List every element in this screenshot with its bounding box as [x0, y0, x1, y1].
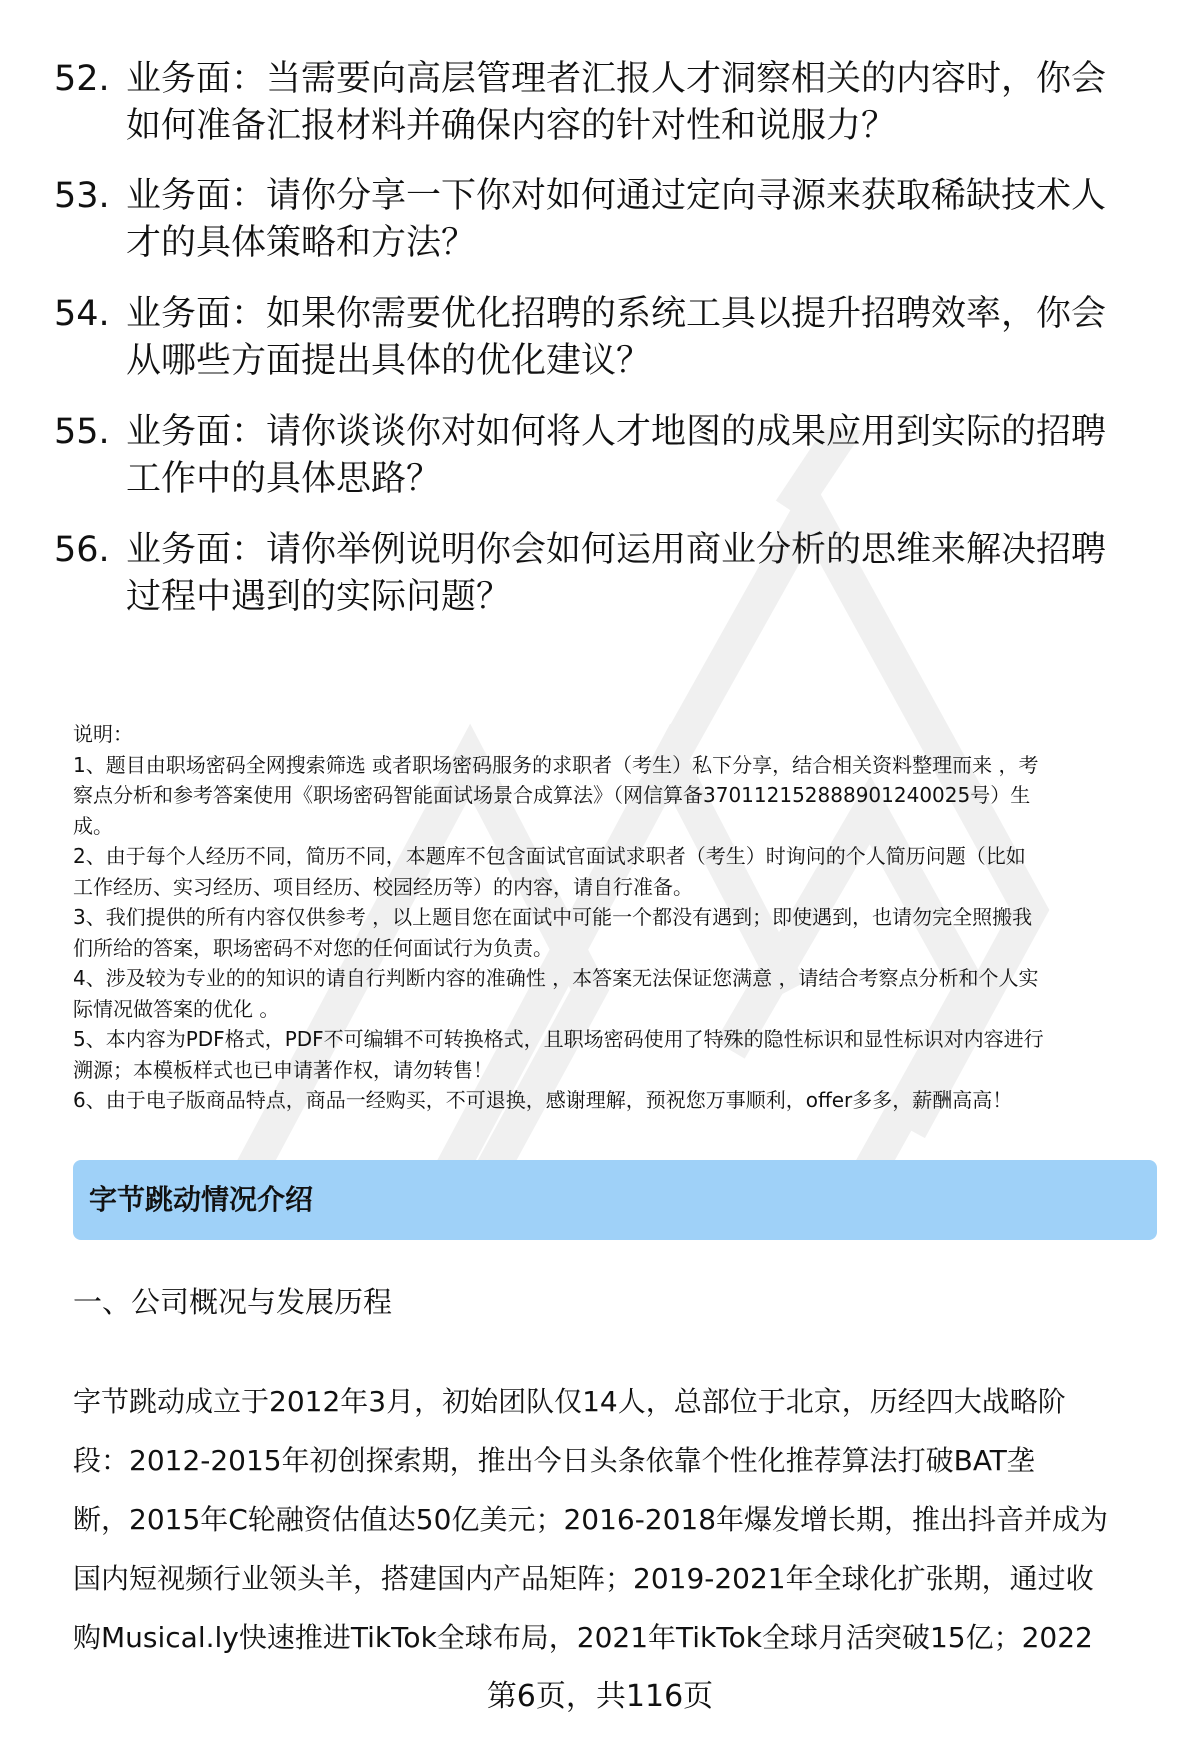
question-item	[54, 56, 1164, 150]
question-text-line: 过程中遇到的实际问题？	[126, 577, 512, 617]
question-text-line: 业务面：请你分享一下你对如何通过定向寻源来获取稀缺技术人	[126, 176, 1107, 216]
section-banner-title: 字节跳动情况介绍	[89, 1183, 314, 1216]
question-item	[54, 291, 1164, 385]
question-text-line: 如何准备汇报材料并确保内容的针对性和说服力？	[126, 106, 897, 146]
notes-line: 6、由于电子版商品特点，商品一经购买，不可退换，感谢理解，预祝您万事顺利，offer多多，薪酬高高！	[73, 1088, 1013, 1112]
question-item	[54, 409, 1164, 503]
notes-title: 说明：	[73, 722, 133, 746]
notes-line: 溯源；本模板样式也已申请著作权，请勿转售！	[73, 1057, 493, 1082]
notes-line: 4、涉及较为专业的的知识的请自行判断内容的准确性 ，本答案无法保证您满意 ，请结合考察点分析和个人实	[73, 966, 1039, 990]
question-text-line: 业务面：请你举例说明你会如何运用商业分析的思维来解决招聘	[126, 530, 1107, 570]
notes-line: 察点分析和参考答案使用《职场密码智能面试场景合成算法》（网信算备370112152888901240025号）生	[73, 783, 1031, 807]
notes-line: 工作经历、实习经历、项目经历、校园经历等）的内容，请自行准备。	[73, 874, 693, 899]
paragraph-line: 断，2015年C轮融资估值达50亿美元；2016-2018年爆发增长期，推出抖音并成为	[73, 1503, 1109, 1536]
page-indicator: 第6页，共116页	[486, 1679, 714, 1714]
notes-line: 成。	[73, 813, 113, 838]
paragraph-line: 国内短视频行业领头羊，搭建国内产品矩阵；2019-2021年全球化扩张期，通过收	[73, 1562, 1094, 1595]
question-text-line: 业务面：如果你需要优化招聘的系统工具以提升招聘效率，你会	[126, 294, 1107, 334]
question-text-line: 业务面：请你谈谈你对如何将人才地图的成果应用到实际的招聘	[126, 412, 1107, 452]
question-item	[54, 527, 1164, 621]
question-number: 55.	[54, 412, 110, 452]
notes-line: 5、本内容为PDF格式，PDF不可编辑不可转换格式，且职场密码使用了特殊的隐性标识和显性标识对内容进行	[73, 1027, 1044, 1051]
paragraph-line: 购Musical.ly快速推进TikTok全球布局，2021年TikTok全球月活突破15亿；2022	[73, 1621, 1093, 1654]
disclaimer-notes	[73, 719, 1163, 1116]
question-number: 52.	[54, 59, 110, 99]
paragraph-line: 字节跳动成立于2012年3月，初始团队仅14人，总部位于北京，历经四大战略阶	[73, 1385, 1066, 1418]
notes-line: 2、由于每个人经历不同，简历不同，本题库不包含面试官面试求职者（考生）时询问的个人简历问题（比如	[73, 844, 1026, 868]
question-number: 54.	[54, 294, 110, 334]
notes-line: 们所给的答案，职场密码不对您的任何面试行为负责。	[73, 935, 553, 960]
notes-line: 3、我们提供的所有内容仅供参考 ，以上题目您在面试中可能一个都没有遇到；即使遇到，也请勿完全照搬我	[73, 905, 1033, 929]
question-text-line: 业务面：当需要向高层管理者汇报人才洞察相关的内容时，你会	[126, 59, 1107, 99]
notes-line: 际情况做答案的优化 。	[73, 996, 280, 1021]
paragraph-line: 段：2012-2015年初创探索期，推出今日头条依靠个性化推荐算法打破BAT垄	[73, 1444, 1035, 1477]
question-text-line: 从哪些方面提出具体的优化建议？	[126, 341, 652, 381]
question-text-line: 工作中的具体思路？	[126, 459, 442, 499]
question-number: 56.	[54, 530, 110, 570]
company-overview-paragraph	[73, 1372, 1163, 1667]
question-number: 53.	[54, 176, 110, 216]
question-text-line: 才的具体策略和方法？	[126, 223, 477, 263]
question-item	[54, 173, 1164, 267]
section-heading: 一、公司概况与发展历程	[73, 1285, 393, 1319]
notes-line: 1、题目由职场密码全网搜索筛选 或者职场密码服务的求职者（考生）私下分享，结合相关资料整理而来 ，考	[73, 752, 1039, 777]
section-banner	[73, 1160, 1157, 1240]
